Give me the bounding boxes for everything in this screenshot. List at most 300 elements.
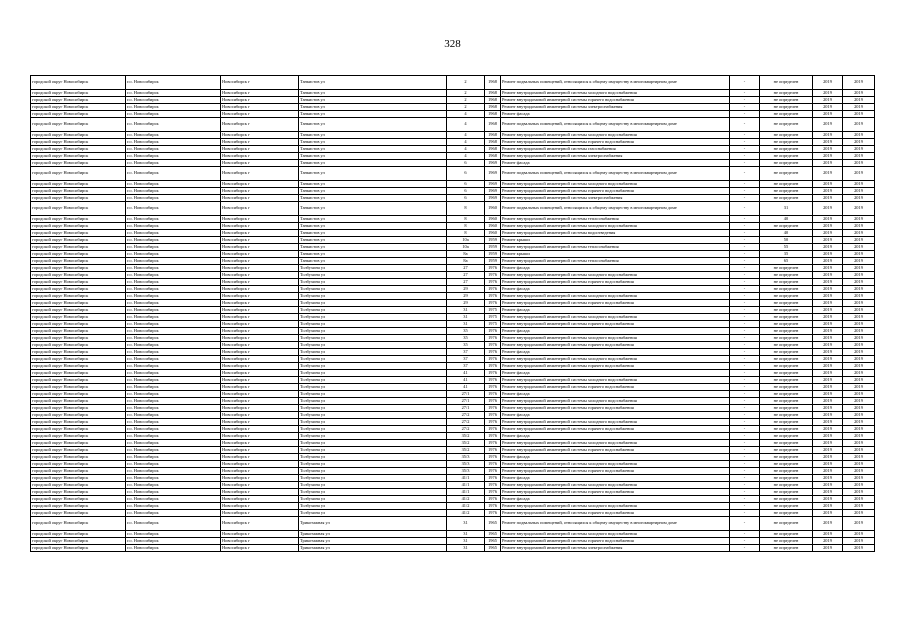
year-end-cell: 2019 [843,447,875,454]
work-type-cell: Ремонт фасада [501,265,730,272]
table-row [31,160,875,167]
district-cell: городской округ Новосибирск [31,272,126,279]
dash-cell: - [730,195,760,202]
table-row [31,244,875,251]
city-cell: Новосибирск г [221,440,299,447]
term-cell: не определен [760,363,813,370]
year-start-cell: 2019 [813,482,843,489]
year-end-cell: 2019 [843,398,875,405]
work-type-cell: Ремонт внутридомовой инженерной системы горячего водоснабжения [501,489,730,496]
term-cell: не определен [760,482,813,489]
dash-cell: - [730,188,760,195]
year-start-cell: 2019 [813,314,843,321]
year-cell: 1960 [485,223,501,230]
year-end-cell: 2019 [843,258,875,265]
work-type-cell: Ремонт внутридомовой инженерной системы холодного водоснабжения [501,531,730,538]
year-end-cell: 2019 [843,216,875,223]
year-end-cell: 2019 [843,272,875,279]
municipality-cell: г.о. Новосибирск [126,223,221,230]
work-type-cell: Ремонт внутридомовой инженерной системы электроснабжения [501,104,730,111]
dash-cell: - [730,405,760,412]
municipality-cell: г.о. Новосибирск [126,545,221,552]
city-cell: Новосибирск г [221,384,299,391]
city-cell: Новосибирск г [221,216,299,223]
table-row [31,118,875,132]
year-cell: 1976 [485,412,501,419]
city-cell: Новосибирск г [221,454,299,461]
district-cell: городской округ Новосибирск [31,461,126,468]
municipality-cell: г.о. Новосибирск [126,363,221,370]
year-start-cell: 2019 [813,510,843,517]
year-end-cell: 2019 [843,230,875,237]
table-row [31,188,875,195]
district-cell: городской округ Новосибирск [31,76,126,90]
municipality-cell: г.о. Новосибирск [126,356,221,363]
house-number-cell: 35 [447,342,485,349]
table-row [31,412,875,419]
dash-cell: - [730,363,760,370]
house-number-cell: 4 [447,132,485,139]
year-cell: 1969 [485,160,501,167]
city-cell: Новосибирск г [221,321,299,328]
table-row [31,545,875,552]
dash-cell: - [730,146,760,153]
year-cell: 1968 [485,118,501,132]
table-row [31,440,875,447]
district-cell: городской округ Новосибирск [31,454,126,461]
table-row [31,272,875,279]
dash-cell: - [730,230,760,237]
district-cell: городской округ Новосибирск [31,118,126,132]
municipality-cell: г.о. Новосибирск [126,97,221,104]
house-number-cell: 27/1 [447,391,485,398]
year-end-cell: 2019 [843,363,875,370]
dash-cell: - [730,307,760,314]
term-cell: не определен [760,496,813,503]
table-row [31,146,875,153]
street-cell: Танкистов ул [299,132,447,139]
year-end-cell: 2019 [843,76,875,90]
work-type-cell: Ремонт внутридомовой инженерной системы холодного водоснабжения [501,377,730,384]
table-row [31,279,875,286]
street-cell: Толбухина ул [299,440,447,447]
dash-cell: - [730,132,760,139]
city-cell: Новосибирск г [221,342,299,349]
district-cell: городской округ Новосибирск [31,342,126,349]
city-cell: Новосибирск г [221,293,299,300]
district-cell: городской округ Новосибирск [31,517,126,531]
street-cell: Танкистов ул [299,76,447,90]
dash-cell: - [730,419,760,426]
municipality-cell: г.о. Новосибирск [126,405,221,412]
year-start-cell: 2019 [813,251,843,258]
work-type-cell: Ремонт подвальных помещений, относящихся к общему имуществу в многоквартирном доме [501,517,730,531]
work-type-cell: Ремонт внутридомовой инженерной системы холодного водоснабжения [501,419,730,426]
work-type-cell: Ремонт внутридомовой инженерной системы холодного водоснабжения [501,132,730,139]
house-number-cell: 41 [447,384,485,391]
work-type-cell: Ремонт внутридомовой инженерной системы горячего водоснабжения [501,510,730,517]
year-cell: 1968 [485,97,501,104]
year-end-cell: 2019 [843,545,875,552]
street-cell: Трикотажная ул [299,531,447,538]
table-row [31,300,875,307]
table-row [31,482,875,489]
year-start-cell: 2019 [813,202,843,216]
work-type-cell: Ремонт фасада [501,111,730,118]
table-row [31,90,875,97]
work-type-cell: Ремонт внутридомовой инженерной системы горячего водоснабжения [501,97,730,104]
city-cell: Новосибирск г [221,461,299,468]
year-end-cell: 2019 [843,104,875,111]
year-start-cell: 2019 [813,496,843,503]
municipality-cell: г.о. Новосибирск [126,153,221,160]
year-cell: 1976 [485,356,501,363]
term-cell: не определен [760,440,813,447]
year-cell: 1959 [485,251,501,258]
city-cell: Новосибирск г [221,377,299,384]
dash-cell: - [730,531,760,538]
term-cell: не определен [760,489,813,496]
street-cell: Толбухина ул [299,363,447,370]
year-end-cell: 2019 [843,538,875,545]
table-row [31,468,875,475]
year-start-cell: 2019 [813,412,843,419]
city-cell: Новосибирск г [221,545,299,552]
district-cell: городской округ Новосибирск [31,496,126,503]
district-cell: городской округ Новосибирск [31,398,126,405]
work-type-cell: Ремонт фасада [501,475,730,482]
city-cell: Новосибирск г [221,139,299,146]
municipality-cell: г.о. Новосибирск [126,160,221,167]
term-cell: не определен [760,272,813,279]
municipality-cell: г.о. Новосибирск [126,391,221,398]
street-cell: Танкистов ул [299,195,447,202]
table-row [31,223,875,230]
street-cell: Толбухина ул [299,412,447,419]
year-start-cell: 2019 [813,419,843,426]
year-end-cell: 2019 [843,468,875,475]
dash-cell: - [730,265,760,272]
term-cell: не определен [760,195,813,202]
term-cell: не определен [760,503,813,510]
year-start-cell: 2019 [813,517,843,531]
year-end-cell: 2019 [843,160,875,167]
year-end-cell: 2019 [843,293,875,300]
house-number-cell: 10а [447,237,485,244]
street-cell: Толбухина ул [299,489,447,496]
year-start-cell: 2019 [813,132,843,139]
district-cell: городской округ Новосибирск [31,475,126,482]
municipality-cell: г.о. Новосибирск [126,104,221,111]
year-cell: 1976 [485,328,501,335]
district-cell: городской округ Новосибирск [31,391,126,398]
year-start-cell: 2019 [813,272,843,279]
city-cell: Новосибирск г [221,265,299,272]
year-cell: 1959 [485,244,501,251]
city-cell: Новосибирск г [221,202,299,216]
district-cell: городской округ Новосибирск [31,531,126,538]
year-cell: 1976 [485,447,501,454]
street-cell: Трикотажная ул [299,538,447,545]
year-start-cell: 2019 [813,468,843,475]
work-type-cell: Ремонт подвальных помещений, относящихся к общему имуществу в многоквартирном доме [501,202,730,216]
dash-cell: - [730,223,760,230]
year-cell: 1976 [485,461,501,468]
city-cell: Новосибирск г [221,475,299,482]
work-type-cell: Ремонт внутридомовой инженерной системы горячего водоснабжения [501,300,730,307]
year-end-cell: 2019 [843,300,875,307]
work-type-cell: Ремонт внутридомовой инженерной системы горячего водоснабжения [501,468,730,475]
street-cell: Толбухина ул [299,426,447,433]
house-number-cell: 41/2 [447,510,485,517]
work-type-cell: Ремонт внутридомовой инженерной системы теплоснабжения [501,258,730,265]
year-cell: 1976 [485,377,501,384]
term-cell: 40 [760,230,813,237]
year-end-cell: 2019 [843,265,875,272]
capital-repair-table [30,75,875,552]
municipality-cell: г.о. Новосибирск [126,454,221,461]
house-number-cell: 27 [447,272,485,279]
work-type-cell: Ремонт подвальных помещений, относящихся к общему имуществу в многоквартирном доме [501,167,730,181]
street-cell: Толбухина ул [299,433,447,440]
work-type-cell: Ремонт внутридомовой инженерной системы холодного водоснабжения [501,440,730,447]
street-cell: Толбухина ул [299,468,447,475]
district-cell: городской округ Новосибирск [31,538,126,545]
year-cell: 1976 [485,426,501,433]
district-cell: городской округ Новосибирск [31,244,126,251]
table-row [31,517,875,531]
year-end-cell: 2019 [843,321,875,328]
year-start-cell: 2019 [813,475,843,482]
year-start-cell: 2019 [813,538,843,545]
table-row [31,454,875,461]
dash-cell: - [730,356,760,363]
term-cell: 65 [760,258,813,265]
municipality-cell: г.о. Новосибирск [126,90,221,97]
year-cell: 1976 [485,370,501,377]
street-cell: Танкистов ул [299,139,447,146]
year-cell: 1976 [485,468,501,475]
city-cell: Новосибирск г [221,496,299,503]
city-cell: Новосибирск г [221,132,299,139]
term-cell: не определен [760,377,813,384]
table-row [31,342,875,349]
house-number-cell: 8а [447,251,485,258]
dash-cell: - [730,412,760,419]
dash-cell: - [730,517,760,531]
street-cell: Танкистов ул [299,230,447,237]
district-cell: городской округ Новосибирск [31,363,126,370]
municipality-cell: г.о. Новосибирск [126,307,221,314]
term-cell: не определен [760,356,813,363]
table-row [31,97,875,104]
municipality-cell: г.о. Новосибирск [126,335,221,342]
municipality-cell: г.о. Новосибирск [126,468,221,475]
dash-cell: - [730,475,760,482]
year-start-cell: 2019 [813,377,843,384]
year-start-cell: 2019 [813,489,843,496]
table-row [31,216,875,223]
dash-cell: - [730,426,760,433]
house-number-cell: 6 [447,181,485,188]
street-cell: Толбухина ул [299,503,447,510]
term-cell: не определен [760,419,813,426]
dash-cell: - [730,538,760,545]
year-cell: 1976 [485,510,501,517]
term-cell: не определен [760,286,813,293]
district-cell: городской округ Новосибирск [31,104,126,111]
table-row [31,258,875,265]
dash-cell: - [730,440,760,447]
year-cell: 1965 [485,517,501,531]
house-number-cell: 27/1 [447,398,485,405]
year-cell: 1976 [485,279,501,286]
year-cell: 1968 [485,104,501,111]
table-row [31,377,875,384]
dash-cell: - [730,370,760,377]
year-start-cell: 2019 [813,356,843,363]
term-cell: не определен [760,223,813,230]
city-cell: Новосибирск г [221,160,299,167]
work-type-cell: Ремонт внутридомовой инженерной системы электроснабжения [501,545,730,552]
table-row [31,328,875,335]
year-end-cell: 2019 [843,433,875,440]
municipality-cell: г.о. Новосибирск [126,167,221,181]
municipality-cell: г.о. Новосибирск [126,510,221,517]
table-row [31,538,875,545]
street-cell: Толбухина ул [299,377,447,384]
city-cell: Новосибирск г [221,223,299,230]
year-cell: 1976 [485,440,501,447]
term-cell: не определен [760,384,813,391]
year-start-cell: 2019 [813,342,843,349]
year-end-cell: 2019 [843,531,875,538]
city-cell: Новосибирск г [221,489,299,496]
city-cell: Новосибирск г [221,447,299,454]
work-type-cell: Ремонт фасада [501,160,730,167]
dash-cell: - [730,90,760,97]
year-start-cell: 2019 [813,433,843,440]
table-row [31,398,875,405]
year-cell: 1969 [485,167,501,181]
street-cell: Толбухина ул [299,384,447,391]
work-type-cell: Ремонт внутридомовой инженерной системы горячего водоснабжения [501,447,730,454]
district-cell: городской округ Новосибирск [31,202,126,216]
table-row [31,447,875,454]
dash-cell: - [730,118,760,132]
street-cell: Толбухина ул [299,279,447,286]
municipality-cell: г.о. Новосибирск [126,531,221,538]
dash-cell: - [730,202,760,216]
work-type-cell: Ремонт крыши [501,251,730,258]
city-cell: Новосибирск г [221,307,299,314]
term-cell: не определен [760,146,813,153]
year-start-cell: 2019 [813,545,843,552]
district-cell: городской округ Новосибирск [31,377,126,384]
year-end-cell: 2019 [843,370,875,377]
city-cell: Новосибирск г [221,398,299,405]
dash-cell: - [730,216,760,223]
term-cell: не определен [760,328,813,335]
house-number-cell: 41/2 [447,503,485,510]
table-row [31,293,875,300]
year-cell: 1976 [485,475,501,482]
year-end-cell: 2019 [843,328,875,335]
house-number-cell: 2 [447,76,485,90]
year-cell: 1959 [485,237,501,244]
house-number-cell: 29 [447,286,485,293]
dash-cell: - [730,258,760,265]
city-cell: Новосибирск г [221,188,299,195]
street-cell: Толбухина ул [299,454,447,461]
year-end-cell: 2019 [843,97,875,104]
year-end-cell: 2019 [843,412,875,419]
district-cell: городской округ Новосибирск [31,412,126,419]
street-cell: Толбухина ул [299,510,447,517]
year-end-cell: 2019 [843,391,875,398]
house-number-cell: 4 [447,111,485,118]
district-cell: городской округ Новосибирск [31,503,126,510]
street-cell: Толбухина ул [299,496,447,503]
district-cell: городской округ Новосибирск [31,195,126,202]
street-cell: Танкистов ул [299,111,447,118]
district-cell: городской округ Новосибирск [31,286,126,293]
work-type-cell: Ремонт фасада [501,391,730,398]
house-number-cell: 29 [447,300,485,307]
year-end-cell: 2019 [843,335,875,342]
year-cell: 1965 [485,538,501,545]
year-cell: 1968 [485,139,501,146]
district-cell: городской округ Новосибирск [31,314,126,321]
term-cell: не определен [760,104,813,111]
house-number-cell: 4 [447,146,485,153]
work-type-cell: Ремонт внутридомовой инженерной системы горячего водоснабжения [501,342,730,349]
term-cell: не определен [760,265,813,272]
term-cell: не определен [760,545,813,552]
year-cell: 1969 [485,188,501,195]
street-cell: Танкистов ул [299,153,447,160]
term-cell: не определен [760,307,813,314]
term-cell: не определен [760,153,813,160]
table-row [31,349,875,356]
dash-cell: - [730,153,760,160]
year-start-cell: 2019 [813,279,843,286]
year-cell: 1976 [485,300,501,307]
house-number-cell: 41 [447,377,485,384]
street-cell: Танкистов ул [299,237,447,244]
page-number: 328 [444,38,461,50]
house-number-cell: 35 [447,335,485,342]
year-cell: 1976 [485,349,501,356]
work-type-cell: Ремонт подвальных помещений, относящихся к общему имуществу в многоквартирном доме [501,76,730,90]
work-type-cell: Ремонт внутридомовой инженерной системы электроснабжения [501,195,730,202]
house-number-cell: 31 [447,538,485,545]
work-type-cell: Ремонт фасада [501,349,730,356]
house-number-cell: 4 [447,153,485,160]
city-cell: Новосибирск г [221,419,299,426]
dash-cell: - [730,181,760,188]
street-cell: Толбухина ул [299,314,447,321]
year-start-cell: 2019 [813,370,843,377]
year-start-cell: 2019 [813,160,843,167]
work-type-cell: Ремонт крыши [501,237,730,244]
house-number-cell: 8 [447,216,485,223]
district-cell: городской округ Новосибирск [31,293,126,300]
house-number-cell: 8а [447,258,485,265]
district-cell: городской округ Новосибирск [31,97,126,104]
street-cell: Толбухина ул [299,356,447,363]
table-row [31,286,875,293]
